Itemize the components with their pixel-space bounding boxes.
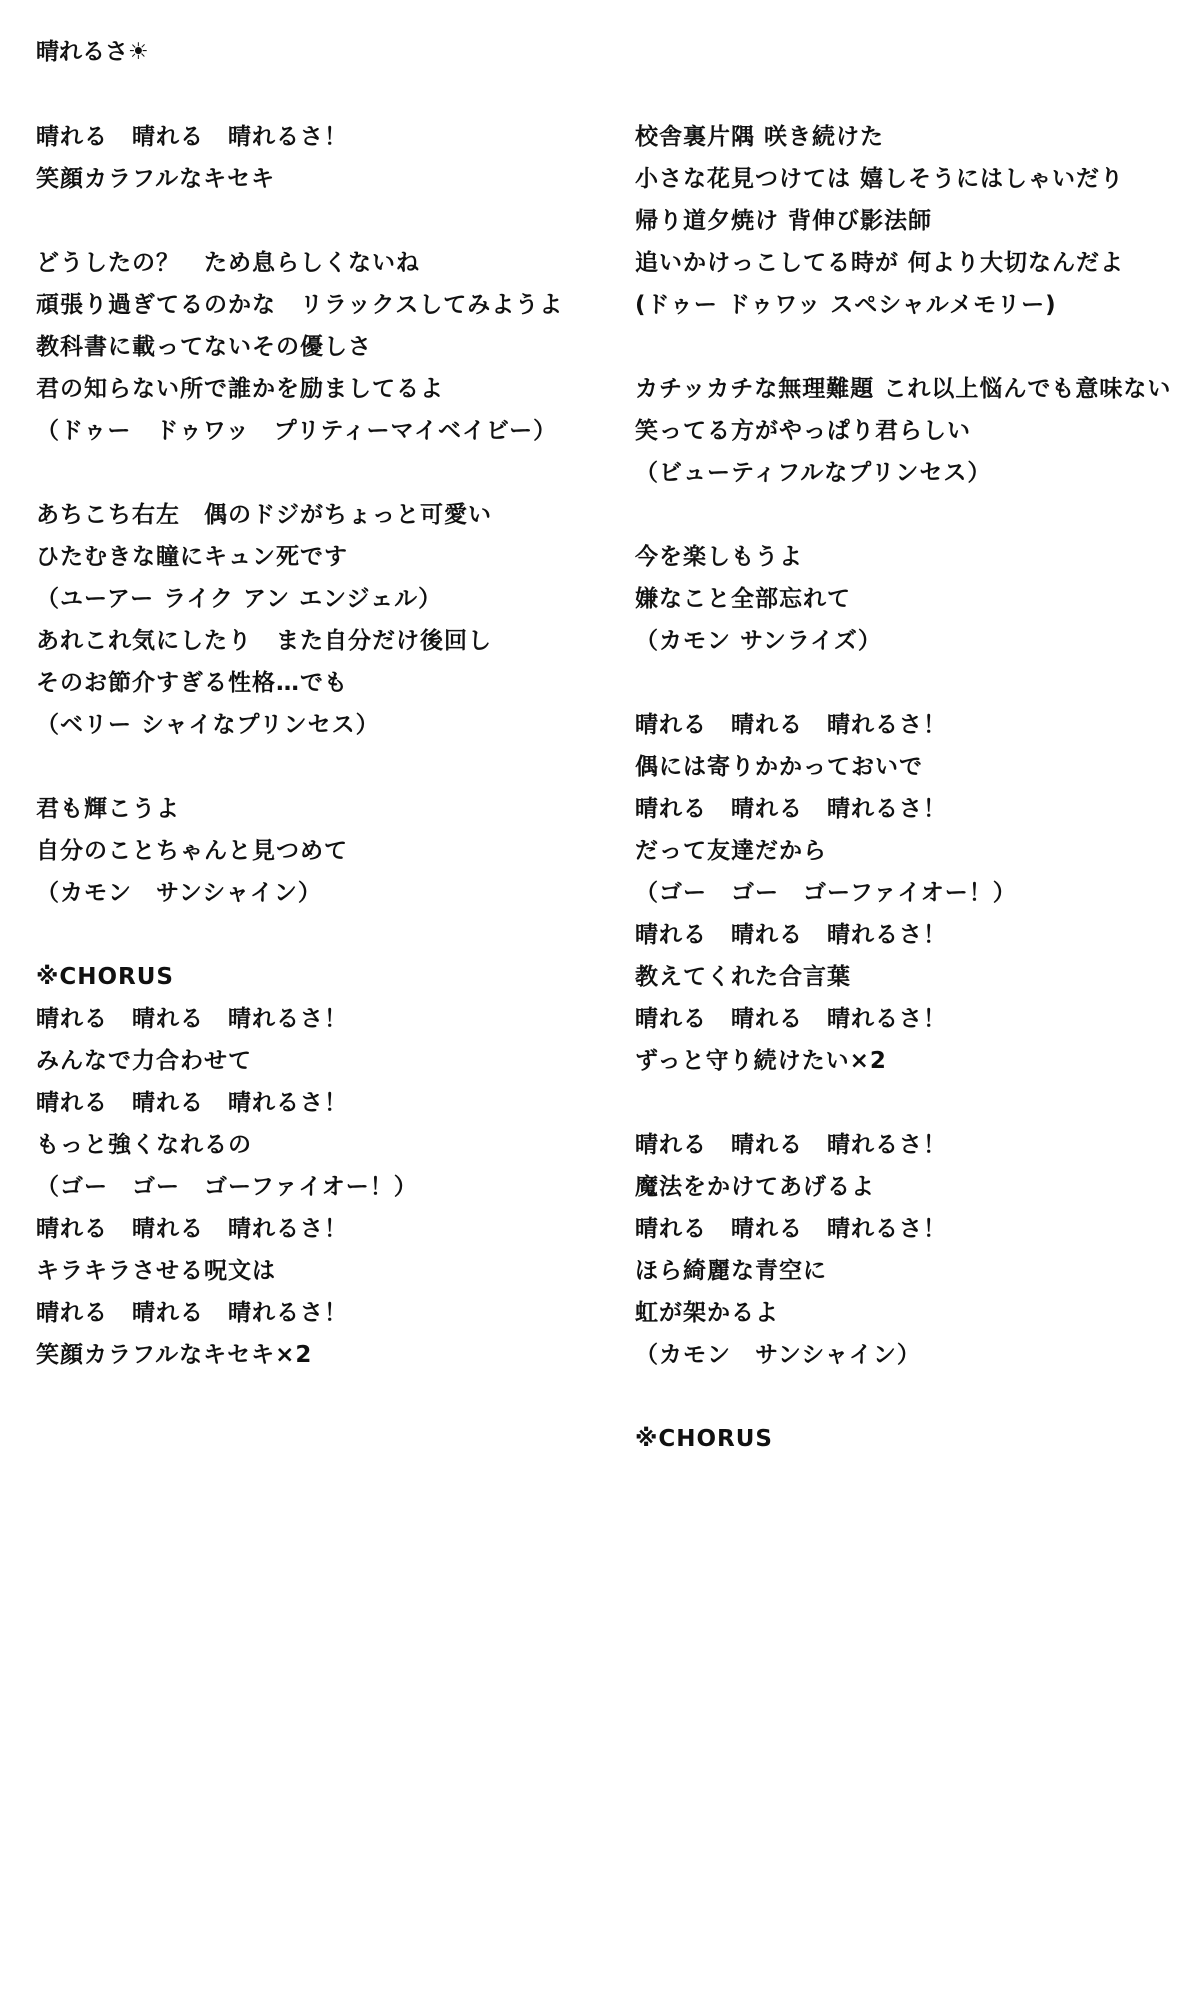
lyric-line: 晴れる 晴れる 晴れるさ！: [635, 1132, 947, 1158]
lyric-line: 晴れる 晴れる 晴れるさ！: [36, 1216, 348, 1242]
lyric-line: 偶には寄りかかっておいで: [635, 754, 923, 780]
lyric-line: (ドゥー ドゥワッ スペシャルメモリー): [635, 292, 1057, 318]
lyric-line: カチッカチな無理難題 これ以上悩んでも意味ない: [635, 376, 1172, 402]
lyric-line: 晴れる 晴れる 晴れるさ！: [635, 922, 947, 948]
lyric-line: （ユーアー ライク アン エンジェル）: [36, 586, 443, 612]
lyric-line: 笑ってる方がやっぱり君らしい: [635, 418, 971, 444]
stanza-break: [635, 662, 1195, 704]
lyric-line: （ドゥー ドゥワッ プリティーマイベイビー）: [36, 418, 558, 444]
lyric-line: 君も輝こうよ: [36, 796, 180, 822]
lyric-line: 晴れる 晴れる 晴れるさ！: [36, 1300, 348, 1326]
lyric-line: 笑顔カラフルなキセキ: [36, 166, 276, 192]
stanza-break: [635, 1082, 1195, 1124]
lyric-line: みんなで力合わせて: [36, 1048, 252, 1074]
lyric-line: ほら綺麗な青空に: [635, 1258, 827, 1284]
lyric-line: 晴れる 晴れる 晴れるさ！: [36, 1090, 348, 1116]
lyrics-column-right: [635, 116, 1195, 1460]
lyric-line: （ゴー ゴー ゴーファイオー！）: [36, 1174, 418, 1200]
lyric-line: あれこれ気にしたり また自分だけ後回し: [36, 628, 492, 654]
lyric-line: 虹が架かるよ: [635, 1300, 779, 1326]
lyric-line: そのお節介すぎる性格…でも: [36, 670, 348, 696]
stanza-break: [36, 452, 596, 494]
lyric-line: （カモン サンシャイン）: [36, 880, 322, 906]
lyric-line: もっと強くなれるの: [36, 1132, 252, 1158]
lyric-line: 晴れる 晴れる 晴れるさ！: [36, 124, 348, 150]
chorus-marker: ※CHORUS: [635, 1426, 773, 1452]
lyric-line: あちこち右左 偶のドジがちょっと可愛い: [36, 502, 492, 528]
lyric-line: （ベリー シャイなプリンセス）: [36, 712, 380, 738]
lyric-line: （カモン サンライズ）: [635, 628, 882, 654]
lyric-line: ひたむきな瞳にキュン死です: [36, 544, 348, 570]
lyric-line: 今を楽しもうよ: [635, 544, 803, 570]
stanza-break: [36, 746, 596, 788]
lyric-line: （ビューティフルなプリンセス）: [635, 460, 992, 486]
lyric-line: 魔法をかけてあげるよ: [635, 1174, 875, 1200]
stanza-break: [36, 200, 596, 242]
chorus-marker: ※CHORUS: [36, 964, 174, 990]
stanza-break: [635, 326, 1195, 368]
stanza-break: [635, 494, 1195, 536]
lyric-line: 晴れる 晴れる 晴れるさ！: [635, 796, 947, 822]
lyric-line: （ゴー ゴー ゴーファイオー！）: [635, 880, 1017, 906]
lyric-line: 晴れる 晴れる 晴れるさ！: [635, 712, 947, 738]
stanza-break: [635, 1376, 1195, 1418]
stanza-break: [36, 914, 596, 956]
lyric-line: 小さな花見つけては 嬉しそうにはしゃいだり: [635, 166, 1125, 192]
lyric-line: （カモン サンシャイン）: [635, 1342, 921, 1368]
lyric-line: ずっと守り続けたい×2: [635, 1048, 887, 1074]
lyric-line: キラキラさせる呪文は: [36, 1258, 276, 1284]
lyric-line: 追いかけっこしてる時が 何より大切なんだよ: [635, 250, 1125, 276]
lyric-line: 晴れる 晴れる 晴れるさ！: [635, 1216, 947, 1242]
lyric-line: 晴れる 晴れる 晴れるさ！: [635, 1006, 947, 1032]
lyric-line: どうしたの？ ため息らしくないね: [36, 250, 420, 276]
lyric-line: 頑張り過ぎてるのかな リラックスしてみようよ: [36, 292, 564, 318]
lyric-line: だって友達だから: [635, 838, 827, 864]
lyric-line: 教科書に載ってないその優しさ: [36, 334, 372, 360]
lyrics-column-left: [36, 116, 596, 1376]
lyric-line: 自分のことちゃんと見つめて: [36, 838, 348, 864]
lyric-line: 教えてくれた合言葉: [635, 964, 851, 990]
lyric-line: 君の知らない所で誰かを励ましてるよ: [36, 376, 444, 402]
lyric-line: 帰り道夕焼け 背伸び影法師: [635, 208, 933, 234]
lyric-line: 笑顔カラフルなキセキ×2: [36, 1342, 313, 1368]
lyrics-title: 晴れるさ☀: [36, 39, 149, 65]
lyric-line: 嫌なこと全部忘れて: [635, 586, 851, 612]
lyric-line: 晴れる 晴れる 晴れるさ！: [36, 1006, 348, 1032]
lyric-line: 校舎裏片隅 咲き続けた: [635, 124, 885, 150]
